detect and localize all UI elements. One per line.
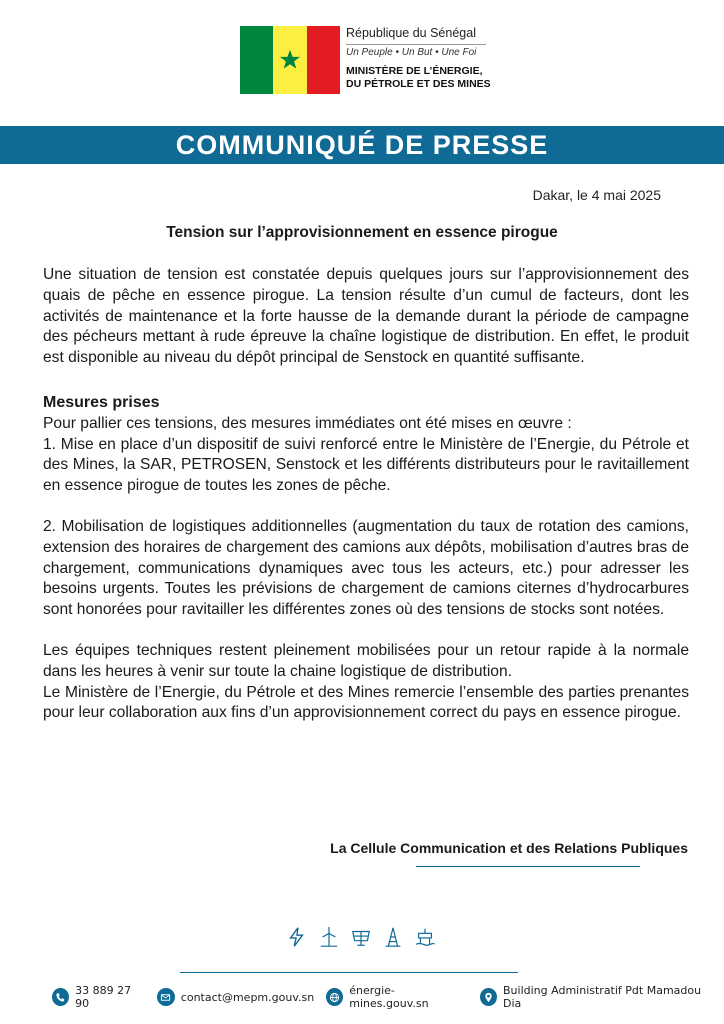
footer-divider <box>180 972 518 973</box>
solar-panel-icon <box>350 926 372 948</box>
republic-name: République du Sénégal <box>346 26 476 40</box>
closing-paragraph-2: Le Ministère de l’Energie, du Pétrole et des Mines remercie l’ensemble des parties prenantes pour leur collaboration aux fins d’un approvisionnement correct du pays en essence pirogue. <box>43 683 689 722</box>
national-motto: Un Peuple • Un But • Une Foi <box>346 44 486 59</box>
lightning-icon <box>286 926 308 948</box>
email-icon <box>157 988 175 1006</box>
wind-turbine-icon <box>318 926 340 948</box>
document-title: Tension sur l’approvisionnement en essence pirogue <box>166 224 558 241</box>
footer-website <box>326 984 468 1010</box>
address-text: Building Administratif Pdt Mamadou Dia <box>503 984 702 1010</box>
measure-1: 1. Mise en place d’un dispositif de suivi renforcé entre le Ministère de l’Energie, du Pétrole et des Mines, la SAR, PETROSEN, Senstock et les différents distributeurs pour le ravitaillement en essence pirogue de toutes les zones de pêche. <box>43 435 689 495</box>
intro-paragraph: Une situation de tension est constatée depuis quelques jours sur l’approvisionnement des quais de pêche en essence pirogue. La tension résulte d’un cumul de facteurs, dont les activités de maintenance et la forte hausse de la demande durant la période de campagne des pécheurs mettant à rude épreuve la chaîne logistique de distribution. En effet, le produit est disponible au niveau du dépôt principal de Senstock en quantité suffisante. <box>43 266 689 367</box>
ministry-name-line2: DU PÉTROLE ET DES MINES <box>346 78 491 90</box>
oil-derrick-icon <box>382 926 404 948</box>
closing-paragraph-1: Les équipes techniques restent pleinement mobilisées pour un retour rapide à la normale dans les heures à venir sur toute la chaine logistique de distribution. <box>43 641 689 680</box>
phone-number: 33 889 27 90 <box>75 984 132 1010</box>
website-url[interactable]: énergie-mines.gouv.sn <box>349 984 429 1010</box>
signature: La Cellule Communication et des Relations Publiques <box>330 840 688 856</box>
document-date: Dakar, le 4 mai 2025 <box>532 187 661 203</box>
footer-phone <box>52 984 145 1010</box>
measures-intro: Pour pallier ces tensions, des mesures immédiates ont été mises en œuvre : <box>43 414 572 432</box>
star-icon <box>279 49 301 71</box>
press-release-banner: COMMUNIQUÉ DE PRESSE <box>0 126 724 164</box>
document-body <box>43 265 689 724</box>
measures-heading: Mesures prises <box>43 393 160 411</box>
footer-email <box>157 988 314 1006</box>
email-address[interactable]: contact@mepm.gouv.sn <box>180 990 315 1004</box>
sector-icons <box>286 926 436 948</box>
senegal-flag <box>240 26 340 94</box>
footer-contacts <box>52 984 724 1010</box>
oil-platform-icon <box>414 926 436 948</box>
ministry-name-line1: MINISTÈRE DE L’ÉNERGIE, <box>346 65 483 77</box>
signature-underline <box>416 866 640 867</box>
phone-icon <box>52 988 69 1006</box>
measure-2: 2. Mobilisation de logistiques additionnelles (augmentation du taux de rotation des camions, extension des horaires de chargement des camions aux dépôts, mobilisation d’autres bras de chargement, communications dynamiques avec tous les acteurs, etc.) pour adresser les besoins urgents. Toutes les prévisions de chargement de camions citernes d’hydrocarbures sont honorées pour ravitailler les différentes zones où des tensions de stocks sont notées. <box>43 517 689 619</box>
letterhead <box>240 26 491 96</box>
footer-address <box>480 984 712 1010</box>
location-pin-icon <box>480 988 497 1006</box>
ministry-block <box>346 26 491 96</box>
globe-icon <box>326 988 343 1006</box>
